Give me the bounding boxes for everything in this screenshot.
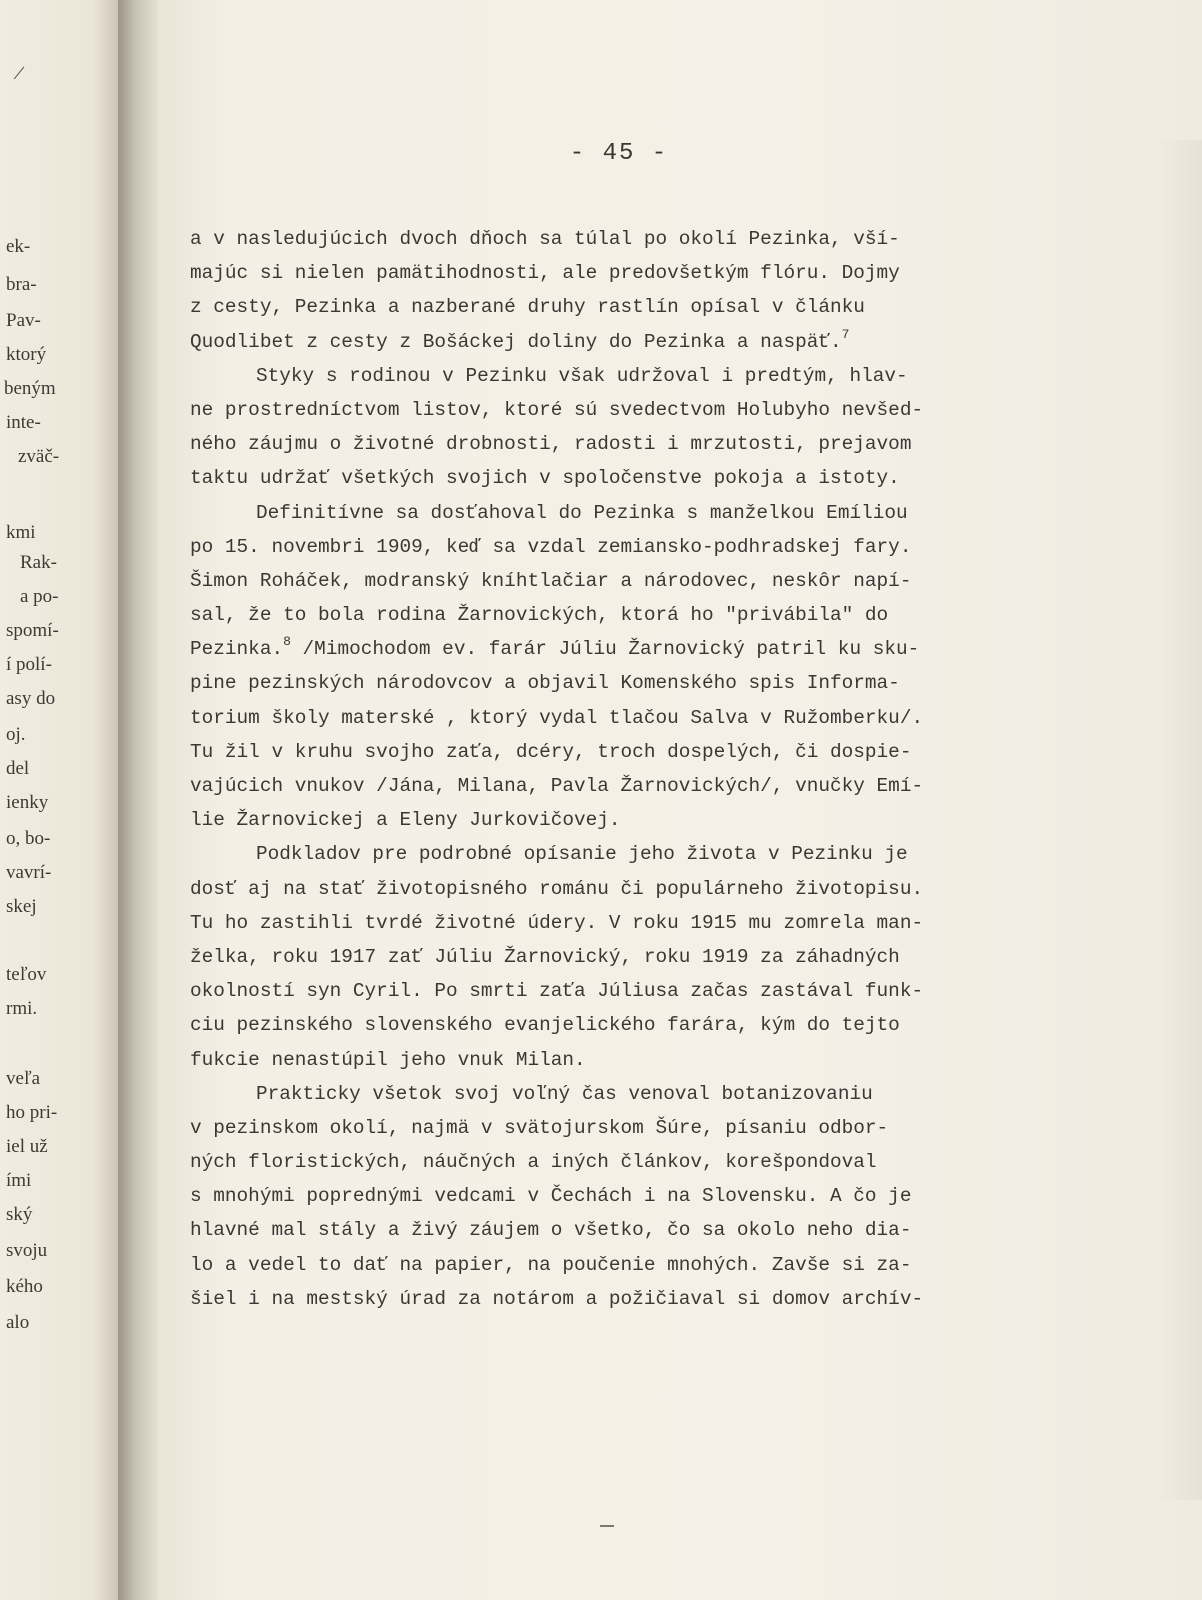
margin-fragment: svoju: [6, 1240, 48, 1261]
text-line: ných floristických, náučných a iných článkov, korešpondoval: [190, 1151, 877, 1174]
text-line: Tu ho zastihli tvrdé životné údery. V roku 1915 mu zomrela man-: [190, 911, 924, 934]
text-line: [190, 325, 1102, 359]
text-line: šiel i na mestský úrad za notárom a požičiaval si domov archív-: [190, 1287, 924, 1310]
text-line: lie Žarnovickej a Eleny Jurkovičovej.: [190, 809, 621, 832]
margin-fragment: beným: [4, 378, 56, 399]
margin-fragment: rmi.: [6, 998, 38, 1019]
margin-fragment: veľa: [6, 1068, 41, 1089]
text-line: vajúcich vnukov /Jána, Milana, Pavla Žarnovických/, vnučky Emí-: [190, 775, 924, 797]
text-line: s mnohými poprednými vedcami v Čechách i na Slovensku. A čo je: [190, 1185, 912, 1208]
margin-fragment: ími: [6, 1170, 32, 1191]
margin-fragment: inte-: [6, 412, 41, 433]
margin-fragment: bra-: [6, 274, 37, 295]
text-line: z cesty, Pezinka a nazberané druhy rastlín opísal v článku: [190, 296, 865, 319]
text-line: ne prostredníctvom listov, ktoré sú svedectvom Holubyho nevšed-: [190, 398, 924, 421]
text-line: ciu pezinského slovenského evanjelického farára, kým do tejto: [190, 1014, 900, 1037]
text-line: Definitívne sa dosťahoval do Pezinka s manželkou Emíliou: [256, 501, 908, 524]
margin-fragment: kého: [6, 1276, 43, 1297]
text-line: po 15. novembri 1909, keď sa vzdal zemiansko-podhradskej fary.: [190, 535, 912, 558]
margin-fragment: Pav-: [6, 310, 41, 331]
text-line: fukcie nenastúpil jeho vnuk Milan.: [190, 1048, 586, 1071]
text-line: a v nasledujúcich dvoch dňoch sa túlal po okolí Pezinka, vší-: [190, 228, 900, 250]
text-line: Tu žil v kruhu svojho zaťa, dcéry, troch dospelých, či dospie-: [190, 740, 912, 763]
margin-fragment: ienky: [6, 792, 49, 813]
margin-fragment: skej: [6, 896, 37, 917]
text-line: torium školy materské , ktorý vydal tlačou Salva v Ružomberku/.: [190, 706, 924, 729]
line-text: Pezinka.: [190, 638, 284, 661]
margin-fragment: asy do: [6, 688, 56, 709]
margin-fragment: Rak-: [20, 552, 57, 573]
margin-fragment: iel už: [6, 1136, 48, 1157]
margin-fragment: ktorý: [6, 344, 47, 365]
page-number: - 45 -: [569, 140, 669, 167]
margin-fragment: ský: [6, 1204, 33, 1225]
text-line: dosť aj na stať životopisného románu či populárneho životopisu.: [190, 877, 924, 900]
text-line: majúc si nielen pamätihodnosti, ale predovšetkým flóru. Dojmy: [190, 262, 900, 285]
margin-fragment: ek-: [6, 236, 31, 257]
margin-fragment: ho pri-: [6, 1102, 58, 1123]
text-line: sal, že to bola rodina Žarnovických, ktorá ho "privábila" do: [190, 604, 889, 627]
margin-fragment: spomí-: [6, 620, 59, 641]
line-text: /Mimochodom ev. farár Júliu Žarnovický patril ku sku-: [290, 638, 920, 661]
page-bleed: [1160, 140, 1202, 1500]
book-gutter: [118, 0, 158, 1600]
margin-fragment: oj.: [6, 724, 26, 745]
margin-mark: /: [12, 59, 27, 86]
margin-fragment: kmi: [6, 522, 36, 543]
margin-fragment: o, bo-: [6, 828, 51, 849]
body-text: [190, 222, 1102, 1316]
text-line: taktu udržať všetkých svojich v spoločenstve pokoja a istoty.: [190, 467, 900, 490]
footnote-ref-8: 8: [283, 634, 291, 650]
margin-fragment: zväč-: [18, 446, 60, 467]
text-line: okolností syn Cyril. Po smrti zaťa Júliusa začas zastával funk-: [190, 980, 924, 1003]
margin-fragment: í polí-: [6, 654, 52, 675]
footnote-ref-7: 7: [841, 326, 850, 342]
ink-smudge: [600, 1525, 614, 1527]
margin-fragment: a po-: [20, 586, 59, 607]
margin-fragment: alo: [6, 1312, 30, 1333]
text-line: Prakticky všetok svoj voľný čas venoval botanizovaniu: [256, 1082, 873, 1105]
text-line: Styky s rodinou v Pezinku však udržoval i predtým, hlav-: [256, 364, 908, 387]
text-line: ného záujmu o životné drobnosti, radosti i mrzutosti, prejavom: [190, 433, 912, 456]
text-line: pine pezinských národovcov a objavil Komenského spis Informa-: [190, 672, 900, 695]
text-line: lo a vedel to dať na papier, na poučenie mnohých. Zavše si za-: [190, 1253, 912, 1276]
margin-fragment: del: [6, 758, 30, 779]
margin-fragment: vavrí-: [6, 862, 52, 883]
text-line: hlavné mal stály a živý záujem o všetko, čo sa okolo neho dia-: [190, 1219, 912, 1242]
text-line: [190, 632, 1102, 666]
previous-page: [0, 0, 132, 1600]
line-text: Quodlibet z cesty z Bošáckej doliny do Pezinka a naspäť.: [190, 330, 842, 353]
text-line: Šimon Roháček, modranský kníhtlačiar a národovec, neskôr napí-: [190, 569, 912, 592]
text-line: Podkladov pre podrobné opísanie jeho života v Pezinku je: [256, 843, 908, 866]
text-line: želka, roku 1917 zať Júliu Žarnovický, roku 1919 za záhadných: [190, 945, 900, 968]
margin-fragment: teľov: [6, 964, 47, 985]
text-line: v pezinskom okolí, najmä v svätojurskom Šúre, písaniu odbor-: [190, 1116, 889, 1139]
